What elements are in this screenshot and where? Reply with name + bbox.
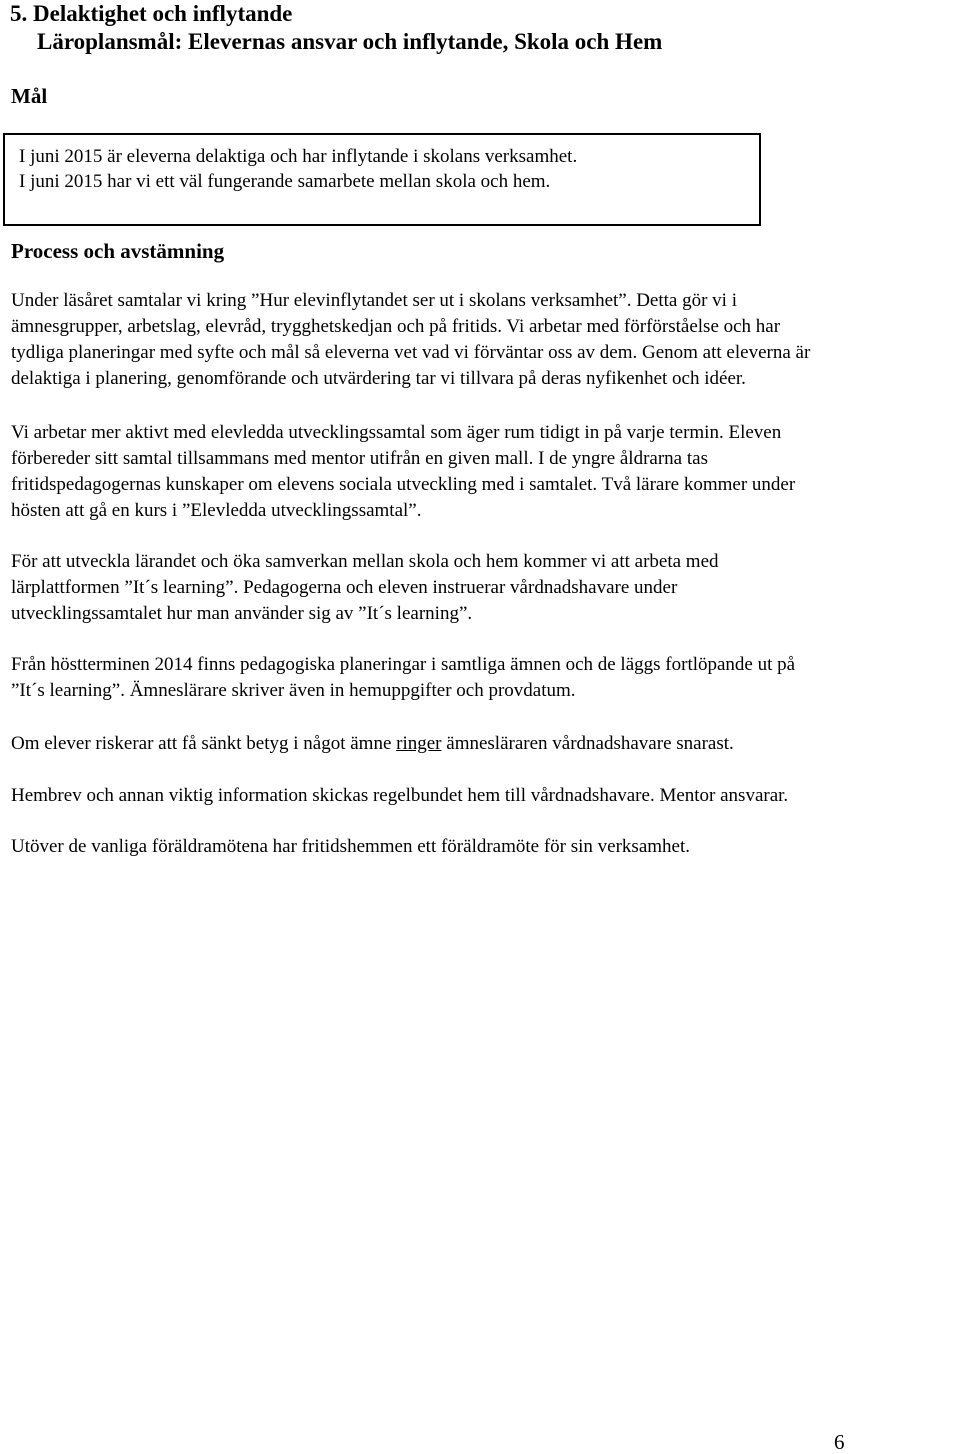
process-paragraph (11, 549, 951, 627)
title-line-section: 5. Delaktighet och inflytande (10, 1, 293, 26)
paragraph-line: Under läsåret samtalar vi kring ”Hur elevinflytandet ser ut i skolans verksamhet”. Detta gör vi i (11, 290, 737, 311)
paragraph-line: ”It´s learning”. Ämneslärare skriver även in hemuppgifter och provdatum. (11, 680, 576, 701)
process-paragraph (11, 783, 951, 809)
goals-box (3, 133, 761, 226)
paragraph-line: fritidspedagogernas kunskaper om elevens sociala utveckling med i samtalet. Två lärare kommer under (11, 474, 796, 495)
goal-line: I juni 2015 är eleverna delaktiga och har inflytande i skolans verksamhet. (19, 146, 578, 167)
paragraph-line: hösten att gå en kurs i ”Elevledda utvecklingssamtal”. (11, 500, 422, 521)
paragraph-line: utvecklingssamtalet hur man använder sig av ”It´s learning”. (11, 603, 473, 624)
goal-line: I juni 2015 har vi ett väl fungerande samarbete mellan skola och hem. (19, 171, 551, 192)
process-paragraph (11, 834, 951, 860)
paragraph-line: tydliga planeringar med syfte och mål så eleverna vet vad vi förväntar oss av dem. Genom att eleverna är (11, 342, 811, 363)
process-heading: Process och avstämning (11, 239, 225, 263)
paragraph-line: förbereder sitt samtal tillsammans med mentor utifrån en given mall. I de yngre åldrarna tas (11, 448, 708, 469)
process-paragraph (11, 420, 951, 524)
underlined-word: ringer (396, 733, 442, 754)
paragraph-line: ämnesgrupper, arbetslag, elevråd, trygghetskedjan och på fritids. Vi arbetar med förförståelse och har (11, 316, 781, 337)
title-line-curriculum-goals: Läroplansmål: Elevernas ansvar och inflytande, Skola och Hem (37, 29, 663, 54)
process-paragraph (11, 288, 951, 392)
paragraph-line: Hembrev och annan viktig information skickas regelbundet hem till vårdnadshavare. Mentor ansvarar. (11, 785, 789, 806)
paragraph-text: ämnesläraren vårdnadshavare snarast. (441, 733, 734, 754)
paragraph-line: Vi arbetar mer aktivt med elevledda utvecklingssamtal som äger rum tidigt in på varje termin. Eleven (11, 422, 782, 443)
paragraph-line: delaktiga i planering, genomförande och utvärdering tar vi tillvara på deras nyfikenhet och idéer. (11, 368, 746, 389)
paragraph-line (11, 731, 951, 757)
paragraph-text: Om elever riskerar att få sänkt betyg i något ämne (11, 733, 397, 754)
paragraph-line: Från höstterminen 2014 finns pedagogiska planeringar i samtliga ämnen och de läggs fortlöpande ut på (11, 654, 796, 675)
paragraph-line: Utöver de vanliga föräldramötena har fritidshemmen ett föräldramöte för sin verksamhet. (11, 836, 690, 857)
process-paragraph (11, 731, 951, 757)
goals-heading: Mål (11, 84, 48, 108)
page-number: 6 (834, 1430, 845, 1454)
paragraph-line: lärplattformen ”It´s learning”. Pedagogerna och eleven instruerar vårdnadshavare under (11, 577, 678, 598)
paragraph-line: För att utveckla lärandet och öka samverkan mellan skola och hem kommer vi att arbeta med (11, 551, 719, 572)
document-title (10, 0, 662, 56)
process-paragraph (11, 652, 951, 704)
